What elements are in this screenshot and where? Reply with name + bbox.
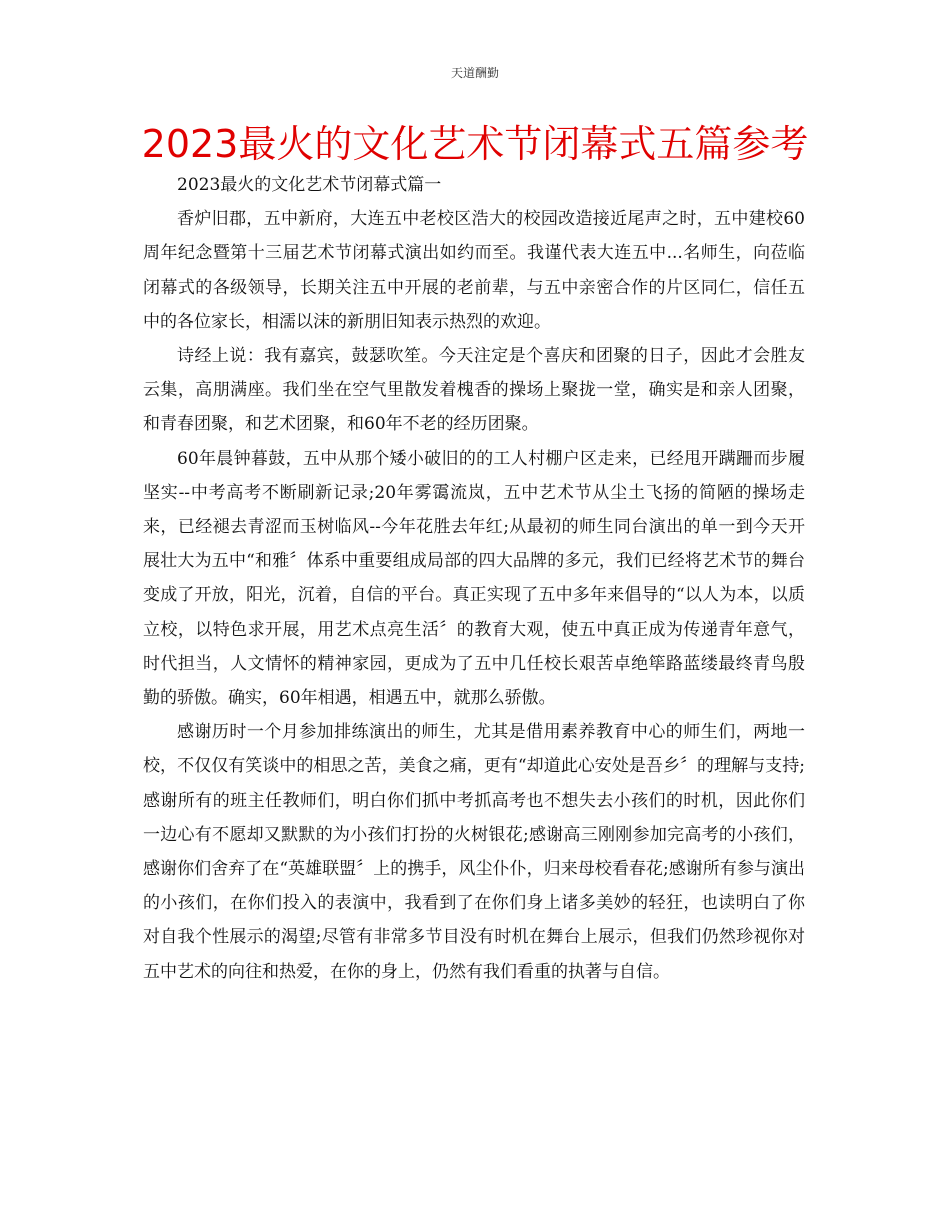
document-body xyxy=(143,168,805,989)
document-title: 2023最火的文化艺术节闭幕式五篇参考 xyxy=(141,122,809,166)
paragraph: 感谢历时一个月参加排练演出的师生，尤其是借用素养教育中心的师生们，两地一校，不仅仅有笑谈中的相思之苦，美食之痛，更有“却道此心安处是吾乡〞的理解与支持;感谢所有的班主任教师们，明白你们抓中考抓高考也不想失去小孩们的时机，因此你们一边心有不愿却又默默的为小孩们打扮的火树银花;感谢高三刚刚参加完高考的小孩们，感谢你们舍弃了在“英雄联盟〞上的携手，风尘仆仆，归来母校看春花;感谢所有参与演出的小孩们，在你们投入的表演中，我看到了在你们身上诸多美妙的轻狂，也读明白了你对自我个性展示的渴望;尽管有非常多节目没有时机在舞台上展示，但我们仍然珍视你对五中艺术的向往和热爱，在你的身上，仍然有我们看重的执著与自信。 xyxy=(143,722,805,982)
paragraph: 60年晨钟暮鼓，五中从那个矮小破旧的的工人村棚户区走来，已经甩开蹒跚而步履坚实--中考高考不断刷新记录;20年雾霭流岚，五中艺术节从尘土飞扬的简陋的操场走来，已经褪去青涩而玉树临风--今年花胜去年红;从最初的师生同台演出的单一到今天开展壮大为五中“和雅〞体系中重要组成局部的四大品牌的多元，我们已经将艺术节的舞台变成了开放，阳光，沉着，自信的平台。真正实现了五中多年来倡导的“以人为本，以质立校，以特色求开展，用艺术点亮生活〞的教育大观，使五中真正成为传递青年意气，时代担当，人文情怀的精神家园，更成为了五中几任校长艰苦卓绝筚路蓝缕最终青鸟殷勤的骄傲。确实，60年相遇，相遇五中，就那么骄傲。 xyxy=(143,448,805,709)
paragraph: 诗经上说：我有嘉宾，鼓瑟吹笙。今天注定是个喜庆和团聚的日子，因此才会胜友云集，高朋满座。我们坐在空气里散发着槐香的操场上聚拢一堂，确实是和亲人团聚，和青春团聚，和艺术团聚，和60年不老的经历团聚。 xyxy=(143,346,805,435)
section-subtitle: 2023最火的文化艺术节闭幕式篇一 xyxy=(177,175,442,195)
page-header: 天道酬勤 xyxy=(450,66,499,80)
paragraph: 香炉旧郡，五中新府，大连五中老校区浩大的校园改造接近尾声之时，五中建校60周年纪念暨第十三届艺术节闭幕式演出如约而至。我谨代表大连五中...名师生，向莅临闭幕式的各级领导，长期关注五中开展的老前辈，与五中亲密合作的片区同仁，信任五中的各位家长，相濡以沫的新朋旧知表示热烈的欢迎。 xyxy=(143,209,805,332)
